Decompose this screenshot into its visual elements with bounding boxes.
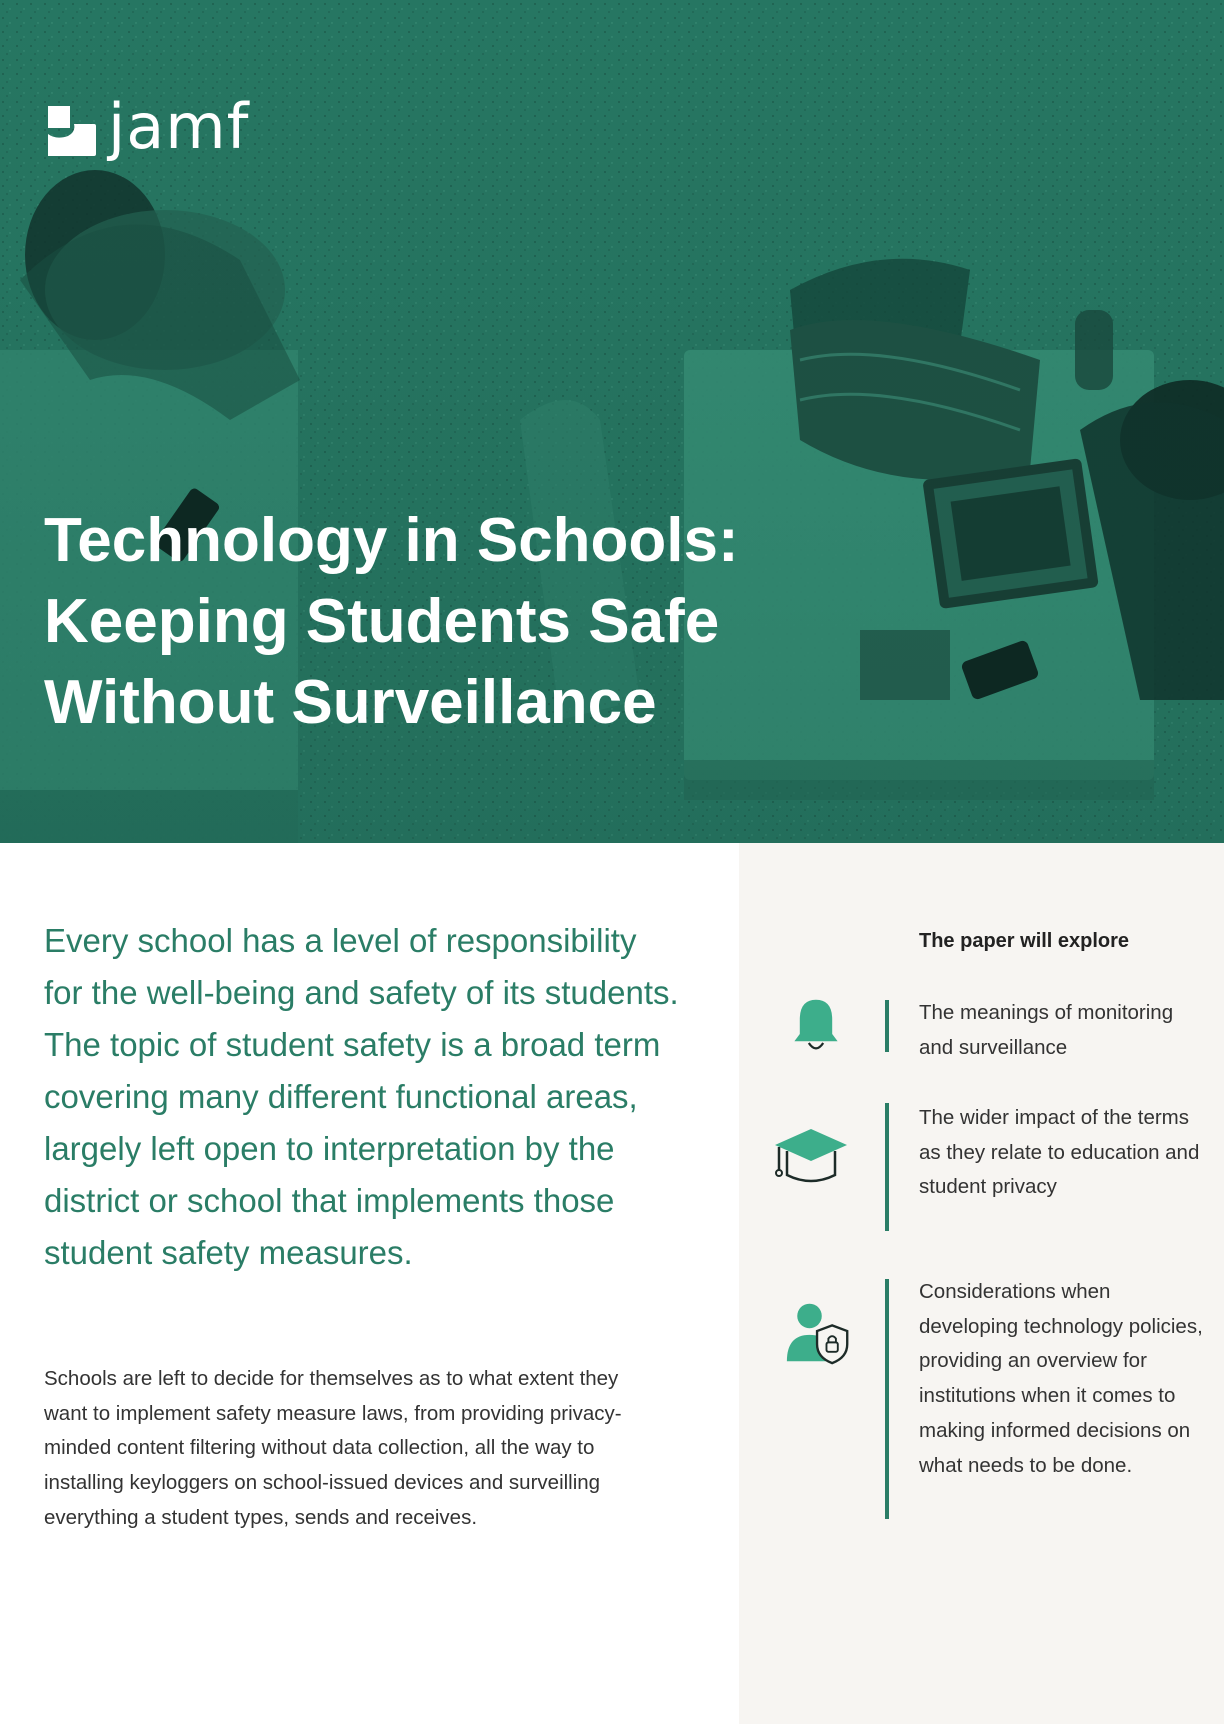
jamf-logo bbox=[44, 90, 250, 166]
title-line: Technology in Schools: bbox=[44, 506, 739, 575]
hero-banner bbox=[0, 0, 1224, 843]
logo-wordmark: jamf bbox=[108, 90, 250, 163]
intro-body-paragraph: Schools are left to decide for themselves as to what extent they want to implement safety measure laws, from providing privacy-minded content filtering without data collection, all the way to installing keyloggers on school-issued devices and surveilling everything a student types, sends and receives. bbox=[44, 1367, 622, 1529]
title-line: Without Surveillance bbox=[44, 668, 657, 737]
explore-item bbox=[739, 996, 1224, 1076]
explore-item-text: The meanings of monitoring and surveillance bbox=[919, 1001, 1174, 1059]
explore-item bbox=[739, 1101, 1224, 1241]
explore-heading: The paper will explore bbox=[919, 930, 1130, 952]
graduation-cap-icon bbox=[773, 1127, 849, 1191]
item-divider bbox=[885, 1279, 889, 1519]
item-divider bbox=[885, 1103, 889, 1231]
item-divider bbox=[885, 1000, 889, 1052]
explore-item-text: The wider impact of the terms as they relate to education and student privacy bbox=[919, 1106, 1200, 1199]
jamf-logo-mark bbox=[44, 104, 98, 158]
page-title bbox=[44, 500, 764, 743]
bell-icon bbox=[789, 996, 843, 1054]
user-shield-icon bbox=[785, 1299, 851, 1365]
intro-lead-paragraph: Every school has a level of responsibility for the well-being and safety of its students. The topic of student safety is a broad term covering many different functional areas, largely left open to interpretation by the district or school that implements those student safety measures. bbox=[44, 922, 679, 1271]
explore-item-text: Considerations when developing technology policies, providing an overview for institutions when it comes to making informed decisions on what needs to be done. bbox=[919, 1280, 1203, 1477]
title-line: Keeping Students Safe bbox=[44, 587, 720, 656]
explore-item bbox=[739, 1275, 1224, 1525]
